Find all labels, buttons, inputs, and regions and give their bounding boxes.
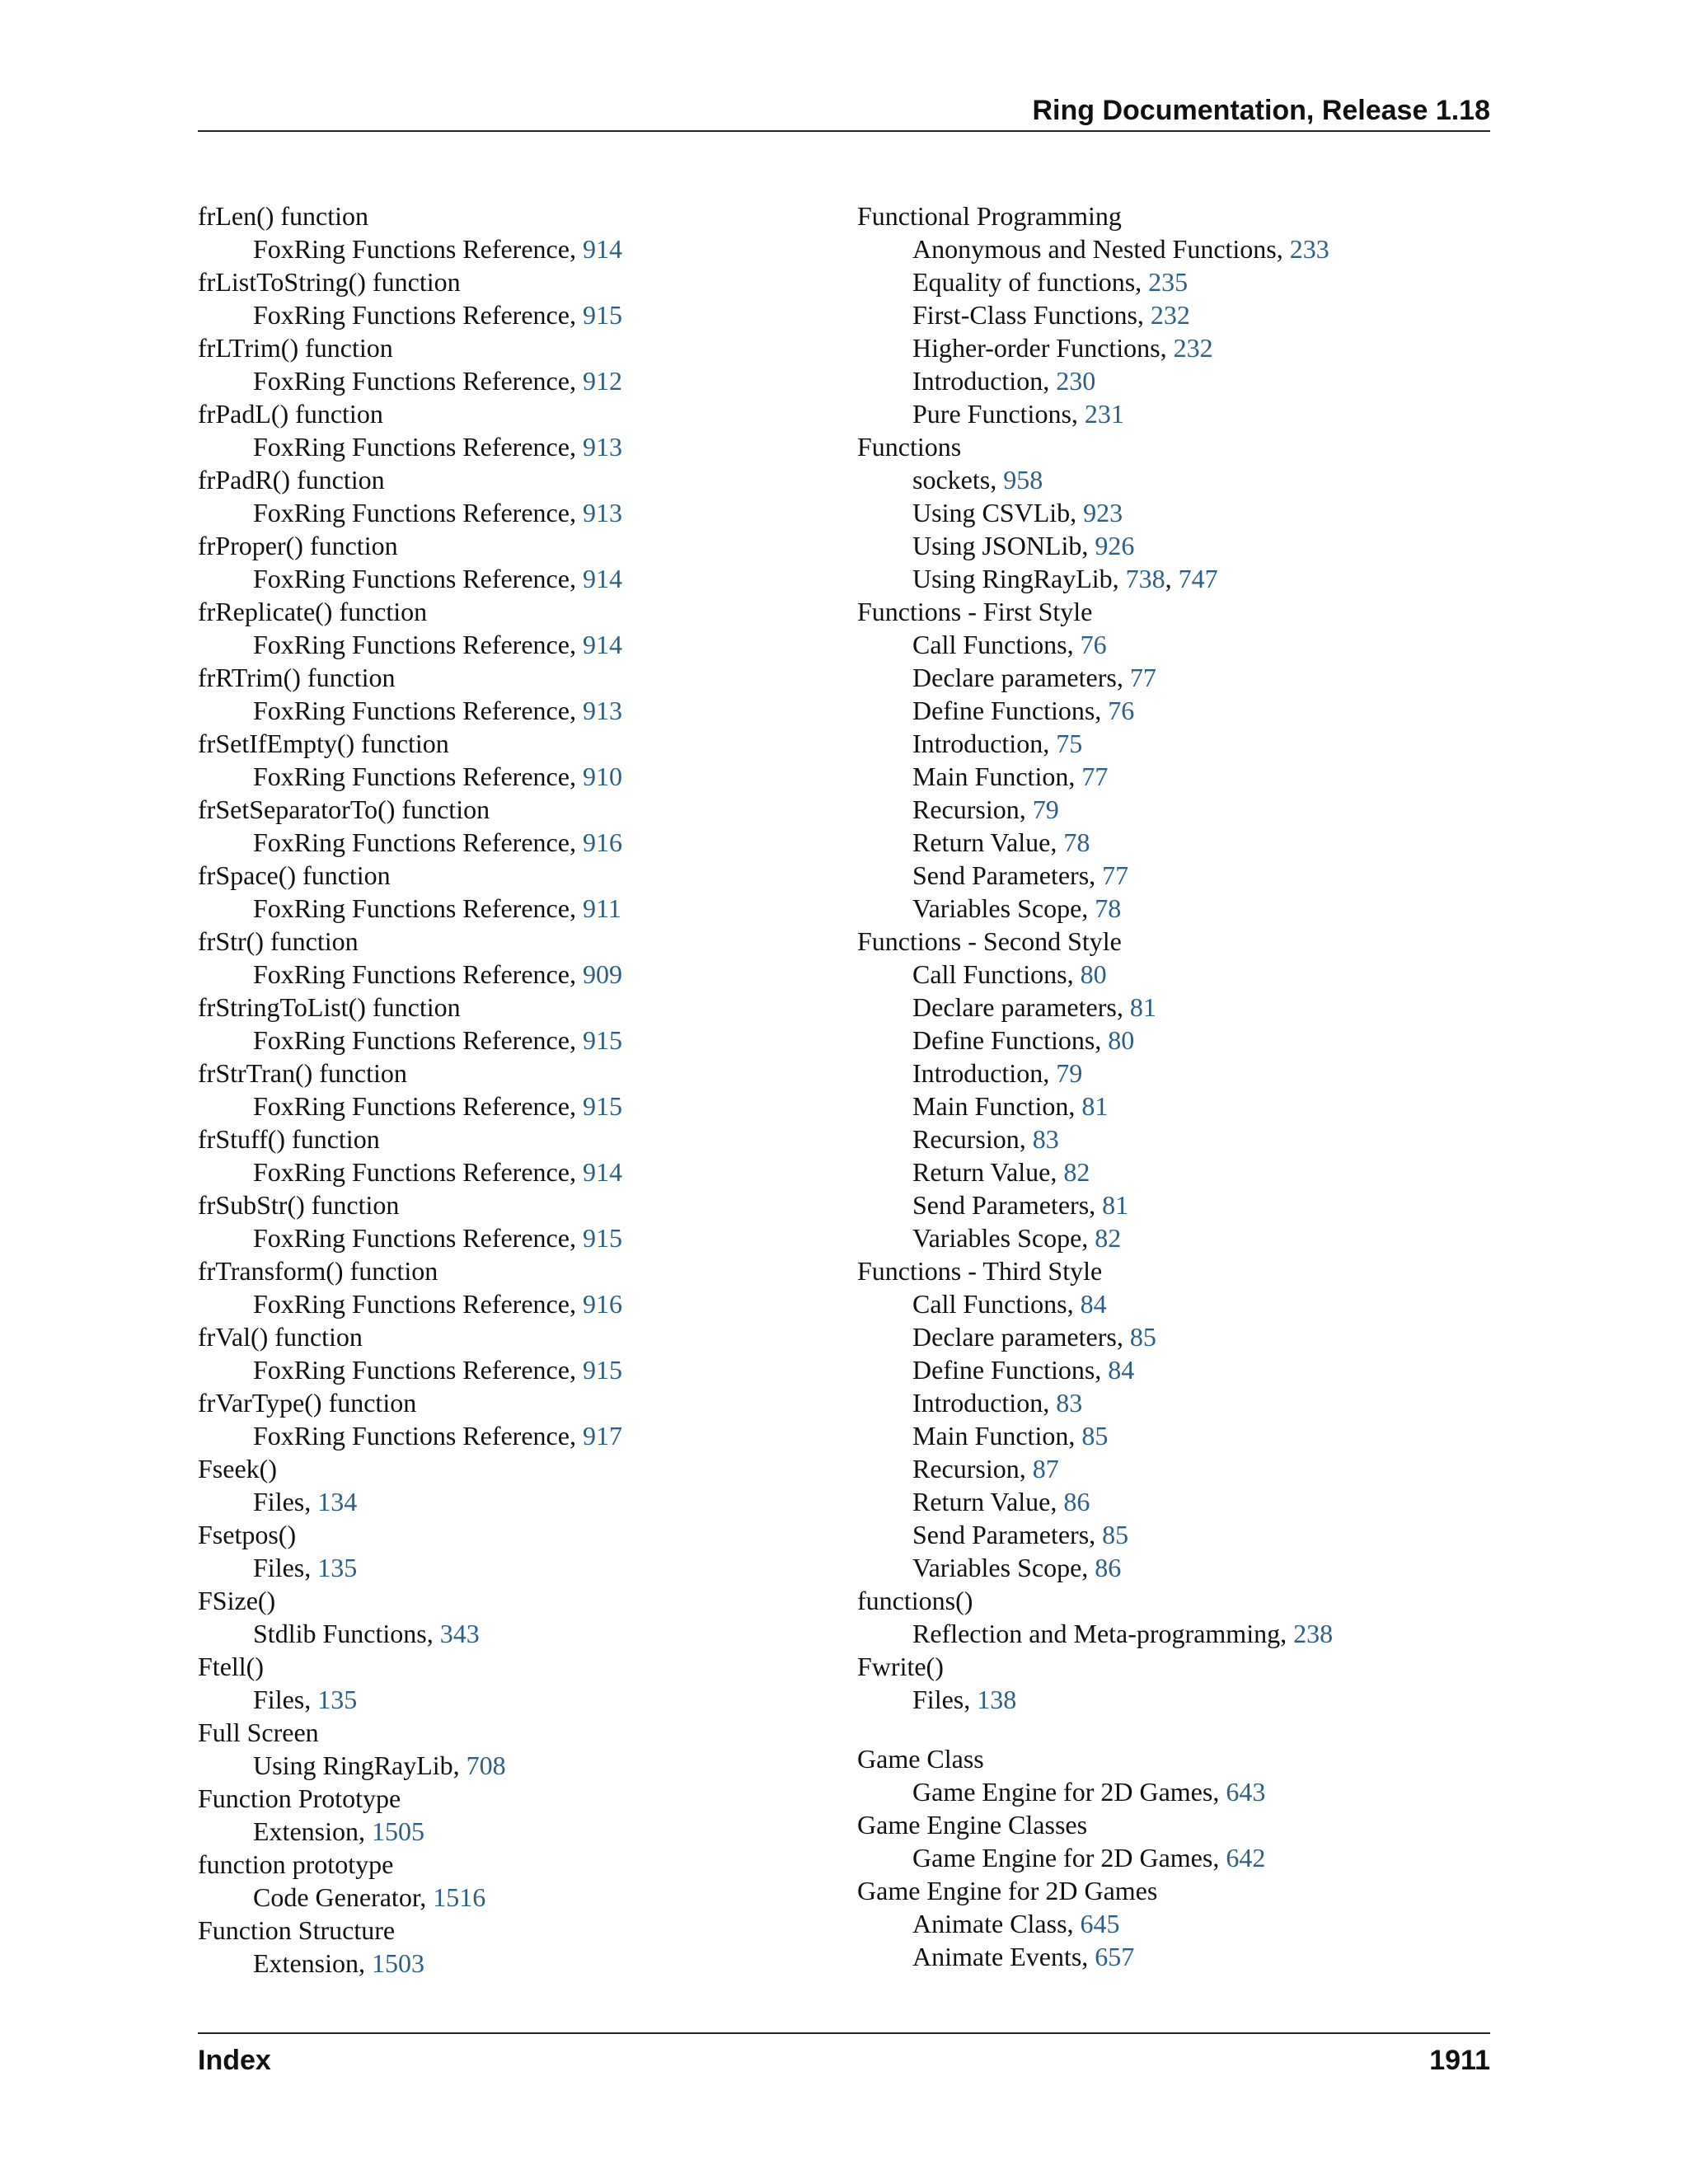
index-subentry (857, 1155, 1490, 1188)
footer-section-label: Index (198, 2045, 271, 2076)
index-term: Fseek() (198, 1454, 277, 1483)
page-link[interactable]: 917 (582, 1421, 622, 1451)
index-subentry-label: Higher-order Functions, (912, 333, 1174, 363)
index-subentry-label: Animate Events, (912, 1942, 1095, 1971)
index-term: Functions - First Style (857, 597, 1093, 626)
index-subentry (857, 265, 1490, 298)
index-subentry-label: Stdlib Functions, (253, 1619, 440, 1648)
page-link[interactable]: 915 (582, 300, 622, 330)
page-link[interactable]: 77 (1081, 762, 1109, 791)
page-link[interactable]: 913 (582, 498, 622, 527)
index-subentry-label: Code Generator, (253, 1882, 434, 1912)
index-subentry (198, 1617, 824, 1650)
index-subentry-label: Call Functions, (912, 1289, 1081, 1319)
index-subentry-label: Variables Scope, (912, 893, 1095, 923)
index-subentry (857, 1683, 1490, 1716)
index-term: Function Prototype (198, 1783, 401, 1813)
index-subentry-label: FoxRing Functions Reference, (253, 300, 583, 330)
page-footer (198, 2032, 1490, 2083)
index-term: frStr() function (198, 926, 359, 956)
page-link[interactable]: 642 (1226, 1843, 1266, 1872)
index-term: Game Class (857, 1744, 984, 1774)
index-subentry (857, 628, 1490, 661)
page-link[interactable]: 1505 (371, 1816, 424, 1846)
index-subentry-label: Send Parameters, (912, 1520, 1103, 1549)
index-subentry-label: sockets, (912, 465, 1004, 494)
page-link[interactable]: 913 (582, 696, 622, 725)
page-link[interactable]: 230 (1056, 366, 1096, 396)
index-subentry (198, 430, 824, 463)
index-subentry-label: Animate Class, (912, 1909, 1081, 1938)
page-separator: , (1165, 564, 1179, 593)
page-link[interactable]: 910 (582, 762, 622, 791)
index-subentry (857, 1485, 1490, 1518)
index-subentry (198, 1749, 824, 1782)
index-subentry-label: FoxRing Functions Reference, (253, 432, 583, 462)
index-subentry-label: Files, (253, 1487, 318, 1516)
index-subentry (857, 1024, 1490, 1057)
index-subentry-label: Pure Functions, (912, 399, 1085, 429)
index-subentry-label: Call Functions, (912, 959, 1081, 989)
index-term: Fsetpos() (198, 1520, 297, 1549)
page-link[interactable]: 83 (1032, 1124, 1059, 1154)
index-term: frLen() function (198, 201, 369, 231)
index-term: frStuff() function (198, 1124, 380, 1154)
index-term: FSize() (198, 1586, 276, 1615)
index-subentry-label: Return Value, (912, 1487, 1064, 1516)
page-link[interactable]: 911 (582, 893, 621, 923)
index-term: frStringToList() function (198, 992, 461, 1022)
page-link[interactable]: 135 (317, 1553, 358, 1582)
index-term: functions() (857, 1586, 973, 1615)
page-link[interactable]: 1516 (433, 1882, 486, 1912)
index-term: Functions - Third Style (857, 1256, 1103, 1286)
page-link[interactable]: 82 (1063, 1157, 1090, 1187)
index-term: frRTrim() function (198, 663, 396, 692)
index-subentry (857, 232, 1490, 265)
page-link[interactable]: 926 (1095, 531, 1135, 560)
index-subentry-label: FoxRing Functions Reference, (253, 1091, 583, 1121)
index-subentry-label: FoxRing Functions Reference, (253, 1157, 583, 1187)
index-subentry-label: FoxRing Functions Reference, (253, 959, 583, 989)
index-subentry (857, 1419, 1490, 1452)
index-subentry (198, 298, 824, 331)
page-link[interactable]: 79 (1032, 794, 1059, 824)
index-subentry (857, 463, 1490, 496)
index-subentry (198, 826, 824, 859)
index-subentry-label: Extension, (253, 1816, 372, 1846)
index-subentry-label: FoxRing Functions Reference, (253, 827, 583, 857)
index-term: Full Screen (198, 1718, 319, 1747)
index-subentry-label: First-Class Functions, (912, 300, 1151, 330)
page-link[interactable]: 79 (1056, 1058, 1083, 1088)
index-subentry-label: Game Engine for 2D Games, (912, 1843, 1226, 1872)
page-link[interactable]: 914 (582, 564, 622, 593)
index-subentry (857, 1320, 1490, 1353)
index-subentry-label: FoxRing Functions Reference, (253, 762, 583, 791)
index-subentry (857, 331, 1490, 364)
index-term: Fwrite() (857, 1652, 944, 1681)
index-term: frVal() function (198, 1322, 363, 1352)
index-subentry-label: Reflection and Meta-programming, (912, 1619, 1294, 1648)
index-subentry (857, 694, 1490, 727)
page-link[interactable]: 80 (1108, 1025, 1135, 1055)
index-subentry (857, 1907, 1490, 1940)
index-subentry-label: FoxRing Functions Reference, (253, 1025, 583, 1055)
page-link[interactable]: 915 (582, 1223, 622, 1253)
page-link[interactable]: 232 (1150, 300, 1190, 330)
page-link[interactable]: 231 (1084, 399, 1124, 429)
index-subentry-label: Files, (253, 1685, 318, 1714)
index-subentry-label: Variables Scope, (912, 1553, 1095, 1582)
index-subentry (857, 1386, 1490, 1419)
index-subentry-label: Define Functions, (912, 1025, 1109, 1055)
index-subentry (198, 232, 824, 265)
index-subentry-label: FoxRing Functions Reference, (253, 893, 583, 923)
index-column-right (857, 199, 1490, 1973)
page-link[interactable]: 235 (1148, 267, 1189, 297)
index-subentry (198, 628, 824, 661)
index-subentry (857, 1221, 1490, 1254)
page-link[interactable]: 914 (582, 234, 622, 264)
index-term: frLTrim() function (198, 333, 393, 363)
index-subentry (198, 1155, 824, 1188)
page-header (198, 92, 1490, 132)
index-subentry (857, 1452, 1490, 1485)
index-subentry (857, 1090, 1490, 1122)
index-subentry (198, 1551, 824, 1584)
page-link[interactable]: 77 (1129, 663, 1156, 692)
index-subentry (198, 958, 824, 991)
page-link[interactable]: 915 (582, 1355, 622, 1385)
index-subentry-label: Introduction, (912, 1388, 1057, 1418)
index-subentry-label: FoxRing Functions Reference, (253, 1289, 583, 1319)
index-term: Game Engine for 2D Games (857, 1876, 1158, 1905)
index-subentry-label: Return Value, (912, 827, 1064, 857)
index-subentry (857, 793, 1490, 826)
page-link[interactable]: 78 (1095, 893, 1122, 923)
page-link[interactable]: 747 (1178, 564, 1218, 593)
page-link[interactable]: 82 (1095, 1223, 1122, 1253)
index-subentry (857, 892, 1490, 925)
index-subentry-label: Define Functions, (912, 1355, 1109, 1385)
index-column-left (198, 199, 824, 1980)
index-subentry (198, 496, 824, 529)
index-term: frReplicate() function (198, 597, 428, 626)
page-link[interactable]: 915 (582, 1025, 622, 1055)
index-subentry (857, 661, 1490, 694)
index-term: frStrTran() function (198, 1058, 407, 1088)
index-subentry (198, 1881, 824, 1914)
index-subentry-label: Call Functions, (912, 630, 1081, 659)
index-subentry (857, 1287, 1490, 1320)
page-link[interactable]: 84 (1080, 1289, 1107, 1319)
page-link[interactable]: 76 (1108, 696, 1135, 725)
index-subentry-label: Declare parameters, (912, 663, 1130, 692)
index-subentry-label: Declare parameters, (912, 992, 1130, 1022)
page-link[interactable]: 76 (1080, 630, 1107, 659)
index-term: function prototype (198, 1849, 394, 1879)
index-subentry (198, 694, 824, 727)
index-subentry (198, 892, 824, 925)
page-link[interactable]: 134 (317, 1487, 358, 1516)
index-subentry-label: Introduction, (912, 1058, 1057, 1088)
index-term: frPadL() function (198, 399, 383, 429)
page-link[interactable]: 80 (1080, 959, 1107, 989)
index-subentry-label: FoxRing Functions Reference, (253, 1223, 583, 1253)
index-subentry (857, 1775, 1490, 1808)
page-link[interactable]: 78 (1063, 827, 1090, 857)
index-subentry (857, 397, 1490, 430)
index-subentry (857, 1841, 1490, 1874)
page-link[interactable]: 86 (1063, 1487, 1090, 1516)
page-link[interactable]: 916 (582, 827, 622, 857)
index-subentry (857, 298, 1490, 331)
index-subentry (857, 1551, 1490, 1584)
index-subentry-label: Equality of functions, (912, 267, 1149, 297)
index-term: frSetIfEmpty() function (198, 729, 449, 758)
index-term: frSubStr() function (198, 1190, 400, 1220)
index-subentry-label: Declare parameters, (912, 1322, 1130, 1352)
page-link[interactable]: 343 (439, 1619, 480, 1648)
index-subentry-label: Recursion, (912, 794, 1033, 824)
index-subentry-label: Main Function, (912, 1421, 1082, 1451)
index-subentry (198, 1353, 824, 1386)
index-subentry (857, 364, 1490, 397)
index-subentry (857, 1057, 1490, 1090)
page-link[interactable]: 958 (1003, 465, 1043, 494)
page-link[interactable]: 85 (1129, 1322, 1156, 1352)
index-subentry (198, 364, 824, 397)
index-subentry (198, 760, 824, 793)
index-subentry (198, 1815, 824, 1848)
page-link[interactable]: 915 (582, 1091, 622, 1121)
index-subentry-label: Main Function, (912, 1091, 1082, 1121)
page-link[interactable]: 85 (1102, 1520, 1129, 1549)
index-subentry (857, 1518, 1490, 1551)
index-subentry-label: Introduction, (912, 729, 1057, 758)
index-subentry-label: Extension, (253, 1948, 372, 1978)
page-link[interactable]: 138 (977, 1685, 1017, 1714)
page-link[interactable]: 77 (1102, 860, 1129, 890)
page-link[interactable]: 75 (1056, 729, 1083, 758)
page-link[interactable]: 914 (582, 630, 622, 659)
index-subentry (857, 727, 1490, 760)
index-term: Functions (857, 432, 962, 462)
index-term: Functions - Second Style (857, 926, 1122, 956)
index-subentry-label: Files, (912, 1685, 978, 1714)
index-subentry-label: Using RingRayLib, (912, 564, 1126, 593)
index-term: Function Structure (198, 1915, 396, 1945)
index-subentry (198, 1024, 824, 1057)
page-link[interactable]: 85 (1081, 1421, 1109, 1451)
page-link[interactable]: 645 (1080, 1909, 1120, 1938)
page-link[interactable]: 232 (1173, 333, 1213, 363)
page-link[interactable]: 233 (1289, 234, 1329, 264)
index-subentry (857, 826, 1490, 859)
index-subentry (198, 1485, 824, 1518)
index-subentry (198, 1090, 824, 1122)
index-subentry (198, 1221, 824, 1254)
index-subentry (857, 958, 1490, 991)
index-subentry-label: Define Functions, (912, 696, 1109, 725)
index-subentry (198, 1419, 824, 1452)
index-subentry (857, 562, 1490, 595)
index-subentry-label: Main Function, (912, 762, 1082, 791)
index-subentry-label: Send Parameters, (912, 1190, 1103, 1220)
page-link[interactable]: 912 (582, 366, 622, 396)
index-term: Ftell() (198, 1652, 264, 1681)
page-link[interactable]: 86 (1095, 1553, 1122, 1582)
index-subentry-label: FoxRing Functions Reference, (253, 564, 583, 593)
index-subentry-label: Recursion, (912, 1124, 1033, 1154)
page-link[interactable]: 914 (582, 1157, 622, 1187)
index-subentry-label: Recursion, (912, 1454, 1033, 1483)
page-link[interactable]: 909 (582, 959, 622, 989)
index-subentry-label: Anonymous and Nested Functions, (912, 234, 1290, 264)
index-subentry (198, 1947, 824, 1980)
page-link[interactable]: 83 (1056, 1388, 1083, 1418)
index-subentry-label: Return Value, (912, 1157, 1064, 1187)
index-term: frSetSeparatorTo() function (198, 794, 490, 824)
index-term: frSpace() function (198, 860, 391, 890)
page-link[interactable]: 923 (1083, 498, 1123, 527)
index-subentry-label: Using CSVLib, (912, 498, 1084, 527)
index-subentry-label: FoxRing Functions Reference, (253, 630, 583, 659)
page-link[interactable]: 81 (1102, 1190, 1129, 1220)
index-subentry-label: Using RingRayLib, (253, 1750, 467, 1780)
page-link[interactable]: 916 (582, 1289, 622, 1319)
index-subentry-label: Files, (253, 1553, 318, 1582)
page-link[interactable]: 238 (1293, 1619, 1334, 1648)
page-link[interactable]: 657 (1095, 1942, 1135, 1971)
page-link[interactable]: 84 (1108, 1355, 1135, 1385)
index-term: Game Engine Classes (857, 1810, 1088, 1840)
index-subentry (198, 1287, 824, 1320)
index-subentry (857, 1353, 1490, 1386)
index-term: frTransform() function (198, 1256, 438, 1286)
index-term: frVarType() function (198, 1388, 417, 1418)
page-link[interactable]: 81 (1081, 1091, 1109, 1121)
page-number: 1911 (1429, 2045, 1490, 2076)
page-link[interactable]: 708 (466, 1750, 506, 1780)
index-subentry (857, 529, 1490, 562)
index-subentry-label: Using JSONLib, (912, 531, 1095, 560)
index-subentry-label: Game Engine for 2D Games, (912, 1777, 1226, 1807)
page-link[interactable]: 87 (1032, 1454, 1059, 1483)
index-term: frPadR() function (198, 465, 385, 494)
index-subentry (857, 991, 1490, 1024)
index-term: frProper() function (198, 531, 398, 560)
document-title: Ring Documentation, Release 1.18 (1032, 95, 1490, 126)
index-subentry (857, 1188, 1490, 1221)
index-subentry (857, 1617, 1490, 1650)
index-subentry-label: FoxRing Functions Reference, (253, 498, 583, 527)
index-term: Functional Programming (857, 201, 1122, 231)
index-subentry-label: FoxRing Functions Reference, (253, 1355, 583, 1385)
index-subentry (198, 1683, 824, 1716)
page-link[interactable]: 1503 (371, 1948, 424, 1978)
index-subentry-label: FoxRing Functions Reference, (253, 366, 583, 396)
index-subentry (857, 859, 1490, 892)
index-term: frListToString() function (198, 267, 461, 297)
index-group-gap (857, 1716, 1490, 1742)
index-subentry (857, 496, 1490, 529)
page-link[interactable]: 643 (1226, 1777, 1266, 1807)
index-subentry-label: FoxRing Functions Reference, (253, 696, 583, 725)
page-link[interactable]: 81 (1129, 992, 1156, 1022)
index-subentry-label: Introduction, (912, 366, 1057, 396)
index-subentry-label: FoxRing Functions Reference, (253, 234, 583, 264)
index-subentry-label: Send Parameters, (912, 860, 1103, 890)
page-link[interactable]: 135 (317, 1685, 358, 1714)
index-subentry-label: Variables Scope, (912, 1223, 1095, 1253)
index-subentry (857, 1940, 1490, 1973)
page-link[interactable]: 913 (582, 432, 622, 462)
index-subentry-label: FoxRing Functions Reference, (253, 1421, 583, 1451)
index-subentry (198, 562, 824, 595)
page-link[interactable]: 738 (1125, 564, 1165, 593)
index-subentry (857, 1122, 1490, 1155)
index-subentry (857, 760, 1490, 793)
